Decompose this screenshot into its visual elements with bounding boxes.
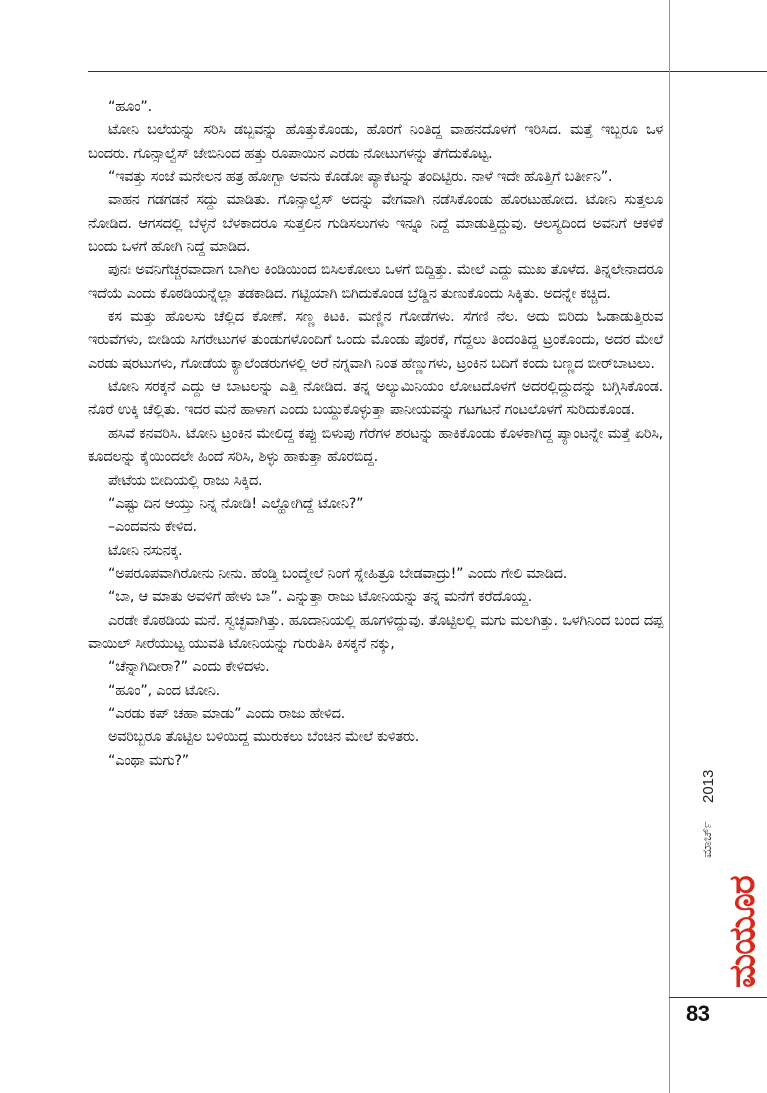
paragraph: “ಇವತ್ತು ಸಂಜೆ ಮನೇಲನ ಹತ್ರ ಹೋಗ್ಬಾ ಅವನು ಕೊಡೋ ಪ್ಯಾಕೆಟನ್ನು ತಂದಿಟ್ಟಿರು. ನಾಳೆ ಇದೇ ಹೊತ್ತಿಗೆ ಬರ್ತೀನಿ”. bbox=[108, 169, 613, 186]
paragraph: “ಹೂಂ”, ಎಂದ ಟೋನಿ. bbox=[108, 682, 221, 699]
paragraph: ಟೋನಿ ನಸುನಕ್ಕ. bbox=[108, 542, 183, 559]
paragraph: ಪೇಟೆಯ ಬೀದಿಯಲ್ಲಿ ರಾಜು ಸಿಕ್ಕಿದ. bbox=[108, 472, 263, 489]
paragraph: –ಎಂದವನು ಕೇಳಿದ. bbox=[108, 519, 197, 536]
paragraph: ಕಸ ಮತ್ತು ಹೊಲಸು ಚೆಲ್ಲಿದ ಕೋಣೆ. ಸಣ್ಣ ಕಿಟಕಿ. ಮಣ್ಣಿನ ಗೋಡೆಗಳು. ಸೆಗಣಿ ನೆಲ. ಅದು ಬಿರಿದು ಓಡಾಡುತ್ತಿರುವ ಇರುವೆಗಳು, ಬೀಡಿಯ ಸಿಗರೇಟುಗಳ ತುಂಡುಗಳೊಂದಿಗೆ ಒಂದು ಮೊಂಡು ಪೊರಕೆ, ಗೆದ್ದಲು ತಿಂದಂತಿದ್ದ ಟ್ರಂಕೊಂದು, ಅದರ ಮೇಲೆ ಎರಡು ಷರಟುಗಳು, ಗೋಡೆಯ ಕ್ಯಾಲೆಂಡರುಗಳಲ್ಲಿ ಅರೆ ನಗ್ನವಾಗಿ ನಿಂತ ಹೆಣ್ಣುಗಳು, ಟ್ರಂಕಿನ ಬದಿಗೆ ಕಂದು ಬಣ್ಣದ ಬೀರ್‌ಬಾಟಲು. bbox=[88, 309, 663, 372]
paragraph: “ಬಾ, ಆ ಮಾತು ಅವಳಿಗೆ ಹೇಳು ಬಾ”. ಎನ್ನುತ್ತಾ ರಾಜು ಟೋನಿಯನ್ನು ತನ್ನ ಮನೆಗೆ ಕರೆದೊಯ್ದ. bbox=[108, 589, 532, 606]
footer-rule bbox=[669, 997, 767, 998]
page-number: 83 bbox=[686, 1001, 710, 1026]
magazine-logo: ಮಯೂರ bbox=[722, 876, 763, 988]
paragraph: ಟೋನಿ ಸರಕ್ಕನೆ ಎದ್ದು ಆ ಬಾಟಲನ್ನು ಎತ್ತಿ ನೋಡಿದ. ತನ್ನ ಅಲ್ಯುಮಿನಿಯಂ ಲೋಟದೊಳಗೆ ಅದರಲ್ಲಿದ್ದುದನ್ನು ಬಗ್ಗಿಸಿಕೊಂಡ. ನೊರೆ ಉಕ್ಕಿ ಚೆಲ್ಲಿತು. ಇದರ ಮನೆ ಹಾಳಾಗ ಎಂದು ಬಯ್ದುಕೊಳ್ಳುತ್ತಾ ಪಾನೀಯವನ್ನು ಗಟಗಟನೆ ಗಂಟಲೊಳಗೆ ಸುರಿದುಕೊಂಡ. bbox=[88, 379, 663, 419]
paragraph: ಹಸಿವೆ ಕನವರಿಸಿ. ಟೋನಿ ಟ್ರಂಕಿನ ಮೇಲಿದ್ದ ಕಪ್ಪು ಬಿಳುಪು ಗೆರೆಗಳ ಶರಟನ್ನು ಹಾಕಿಕೊಂಡು ಕೊಳಕಾಗಿದ್ದ ಪ್ಯಾಂಟನ್ನೇ ಮತ್ತೆ ಏರಿಸಿ, ಕೂದಲನ್ನು ಕೈಯಿಂದಲೇ ಹಿಂದೆ ಸರಿಸಿ, ಶಿಳ್ಳು ಹಾಕುತ್ತಾ ಹೊರಬಿದ್ದ. bbox=[88, 425, 663, 466]
paragraph: ವಾಹನ ಗಡಗಡನೆ ಸದ್ದು ಮಾಡಿತು. ಗೊನ್ಸಾಲ್ವೆಸ್ ಅದನ್ನು ವೇಗವಾಗಿ ನಡೆಸಿಕೊಂಡು ಹೊರಟುಹೋದ. ಟೋನಿ ಸುತ್ತಲೂ ನೋಡಿದ. ಆಗಸದಲ್ಲಿ ಬೆಳ್ಳನೆ ಬೆಳಕಾದರೂ ಸುತ್ತಲಿನ ಗುಡಿಸಲುಗಳು ಇನ್ನೂ ನಿದ್ದೆ ಮಾಡುತ್ತಿದ್ದುವು. ಆಲಸ್ಯದಿಂದ ಅವನಿಗೆ ಆಕಳಿಕೆ ಬಂದು ಒಳಗೆ ಹೋಗಿ ನಿದ್ದೆ ಮಾಡಿದ. bbox=[88, 192, 663, 256]
issue-month: ಮಾರ್ಚ್ bbox=[700, 821, 715, 858]
paragraph: ಟೋನಿ ಬಲೆಯನ್ನು ಸರಿಸಿ ಡಬ್ಬವನ್ನು ಹೊತ್ತುಕೊಂಡು, ಹೊರಗೆ ನಿಂತಿದ್ದ ವಾಹನದೊಳಗೆ ಇರಿಸಿದ. ಮತ್ತೆ ಇಬ್ಬರೂ ಒಳ ಬಂದರು. ಗೊನ್ಸಾಲ್ವೆಸ್ ಜೇಬಿನಿಂದ ಹತ್ತು ರೂಪಾಯಿನ ಎರಡು ನೋಟುಗಳನ್ನು ತೆಗೆದುಕೊಟ್ಟ. bbox=[88, 122, 663, 162]
paragraph: “ಎಂಥಾ ಮಗು?” bbox=[108, 752, 190, 769]
paragraph: “ಚೆನ್ನಾಗಿದೀರಾ?” ಎಂದು ಕೇಳಿದಳು. bbox=[108, 659, 270, 676]
paragraph: ಪುನಃ ಅವನಿಗೆಚ್ಚರವಾದಾಗ ಬಾಗಿಲ ಕಿಂಡಿಯಿಂದ ಬಿಸಿಲಕೋಲು ಒಳಗೆ ಬಿದ್ದಿತ್ತು. ಮೇಲೆ ಎದ್ದು ಮುಖ ತೊಳೆದ. ತಿನ್ನಲೇನಾದರೂ ಇದೆಯೆ ಎಂದು ಕೊಠಡಿಯನ್ನೆಲ್ಲಾ ತಡಕಾಡಿದ. ಗಟ್ಟಿಯಾಗಿ ಬಿಗಿದುಕೊಂಡ ಬ್ರೆಡ್ಡಿನ ತುಣುಕೊಂದು ಸಿಕ್ಕಿತು. ಅದನ್ನೇ ಕಚ್ಚಿದ. bbox=[88, 262, 663, 302]
paragraph: “ಅಪರೂಪವಾಗಿರೋನು ನೀನು. ಹೆಂಡ್ತಿ ಬಂದ್ಮೇಲೆ ನಿಂಗೆ ಸ್ನೇಹಿತ್ರೂ ಬೇಡವಾದ್ರು!” ಎಂದು ಗೇಲಿ ಮಾಡಿದ. bbox=[108, 565, 568, 582]
header-rule bbox=[88, 71, 767, 72]
story-body bbox=[88, 96, 663, 773]
issue-year: 2013 bbox=[700, 769, 717, 803]
paragraph: “ಹೂಂ”. bbox=[108, 99, 152, 115]
paragraph: ಅವರಿಬ್ಬರೂ ತೊಟ್ಟಿಲ ಬಳಿಯಿದ್ದ ಮುರುಕಲು ಬೆಂಚಿನ ಮೇಲೆ ಕುಳಿತರು. bbox=[108, 729, 420, 746]
paragraph: ಎರಡೇ ಕೊಠಡಿಯ ಮನೆ. ಸ್ವಚ್ಛವಾಗಿತ್ತು. ಹೂದಾನಿಯಲ್ಲಿ ಹೂಗಳಿದ್ದುವು. ತೊಟ್ಟಿಲಲ್ಲಿ ಮಗು ಮಲಗಿತ್ತು. ಒಳಗಿನಿಂದ ಬಂದ ದಪ್ಪ ವಾಯಿಲ್ ಸೀರೆಯುಟ್ಟ ಯುವತಿ ಟೋನಿಯನ್ನು ಗುರುತಿಸಿ ಕಿಸಕ್ಕನೆ ನಕ್ಕು, bbox=[88, 612, 663, 652]
paragraph: “ಎರಡು ಕಪ್ ಚಹಾ ಮಾಡು” ಎಂದು ರಾಜು ಹೇಳಿದ. bbox=[108, 705, 345, 722]
margin-rule bbox=[669, 0, 670, 1093]
paragraph: “ಎಷ್ಟು ದಿನ ಆಯ್ತು ನಿನ್ನ ನೋಡಿ! ಎಲ್ಹೋಗಿದ್ದೆ ಟೋನಿ?” bbox=[108, 495, 364, 512]
